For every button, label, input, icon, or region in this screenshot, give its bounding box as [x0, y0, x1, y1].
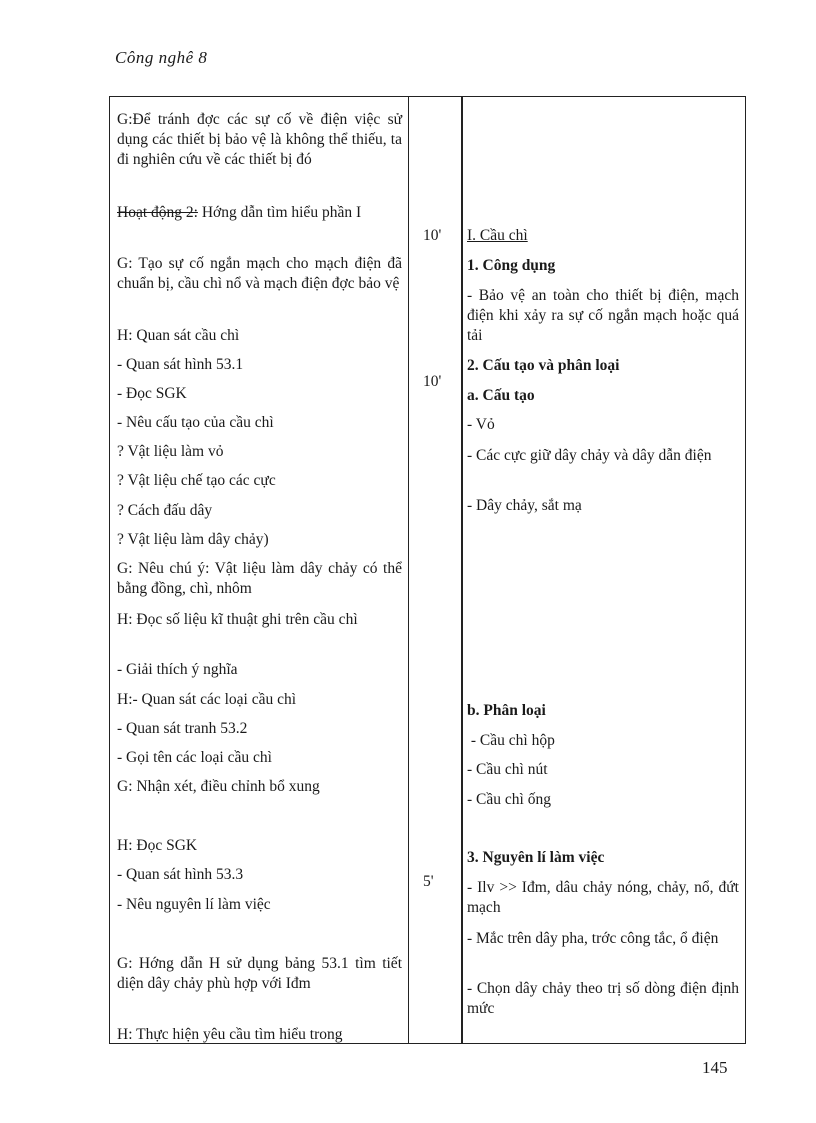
list-item: H:- Quan sát các loại cầu chì [117, 691, 297, 708]
time-label: 10' [423, 373, 442, 390]
list-item: - Cầu chì hộp [467, 732, 555, 749]
list-item: ? Vật liệu làm vỏ [117, 443, 224, 460]
list-item: - Nêu cấu tạo của cầu chì [117, 414, 274, 431]
list-item: ? Cách đấu dây [117, 502, 213, 519]
list-item: - Bảo vệ an toàn cho thiết bị điện, mạch điện khi xảy ra sự cố ngắn mạch hoặc quá tải [467, 287, 739, 344]
list-item: G: Hớng dẫn H sử dụng bảng 53.1 tìm tiết diện dây chảy phù hợp với Iđm [117, 955, 402, 992]
list-item: - Cầu chì ống [467, 791, 551, 808]
time-label: 5' [423, 873, 434, 890]
section-title: I. Cầu chì [467, 227, 528, 244]
running-header: Công nghê 8 [115, 48, 208, 67]
list-item: H: Thực hiện yêu cầu tìm hiểu trong [117, 1026, 343, 1043]
list-item: G: Nhận xét, điều chỉnh bổ xung [117, 778, 320, 795]
list-item: G: Nêu chú ý: Vật liệu làm dây chảy có thể bằng đồng, chì, nhôm [117, 560, 402, 597]
teacher-intro: G:Để tránh đợc các sự cố về điện việc sử dụng các thiết bị bảo vệ là không thể thiếu, ta đi nghiên cứu về các thiết bị đó [117, 111, 402, 168]
list-item: - Gọi tên các loại cầu chì [117, 749, 272, 766]
activity-heading [117, 203, 402, 223]
activity-label: Hoạt động 2: [117, 204, 198, 221]
list-item: H: Đọc SGK [117, 837, 198, 854]
list-item: - Nêu nguyên lí làm việc [117, 896, 271, 913]
list-item: - Đọc SGK [117, 385, 187, 402]
column-divider [408, 97, 409, 1043]
list-item: - Ilv >> Iđm, dâu chảy nóng, chảy, nổ, đứt mạch [467, 879, 739, 916]
section-heading: 2. Cấu tạo và phân loại [467, 357, 620, 374]
list-item: - Chọn dây chảy theo trị số dòng điện định mức [467, 980, 739, 1017]
list-item: - Mắc trên dây pha, trớc công tắc, ổ điện [467, 930, 719, 947]
list-item: - Quan sát tranh 53.2 [117, 720, 248, 737]
list-item: G: Tạo sự cố ngắn mạch cho mạch điện đã chuẩn bị, cầu chì nổ và mạch điện đợc bảo vệ [117, 255, 402, 292]
list-item: - Giải thích ý nghĩa [117, 661, 238, 678]
page-number: 145 [702, 1058, 728, 1077]
list-item: - Vỏ [467, 416, 495, 433]
list-item: - Cầu chì nút [467, 761, 548, 778]
column-divider [462, 97, 463, 1043]
section-heading: 3. Nguyên lí làm việc [467, 849, 605, 866]
list-item: ? Vật liệu chế tạo các cực [117, 472, 276, 489]
list-item: - Quan sát hình 53.3 [117, 866, 244, 883]
section-subheading: a. Cấu tạo [467, 387, 535, 404]
list-item: - Quan sát hình 53.1 [117, 356, 244, 373]
time-label: 10' [423, 227, 442, 244]
list-item: H: Đọc số liệu kĩ thuật ghi trên cầu chì [117, 611, 358, 628]
list-item: - Dây chảy, sắt mạ [467, 497, 582, 514]
list-item: H: Quan sát cầu chì [117, 327, 240, 344]
list-item: ? Vật liệu làm dây chảy) [117, 531, 269, 548]
section-subheading: b. Phân loại [467, 702, 546, 719]
activity-text: Hớng dẫn tìm hiểu phần I [197, 204, 362, 221]
section-heading: 1. Công dụng [467, 257, 556, 274]
list-item: - Các cực giữ dây chảy và dây dẫn điện [467, 447, 712, 464]
